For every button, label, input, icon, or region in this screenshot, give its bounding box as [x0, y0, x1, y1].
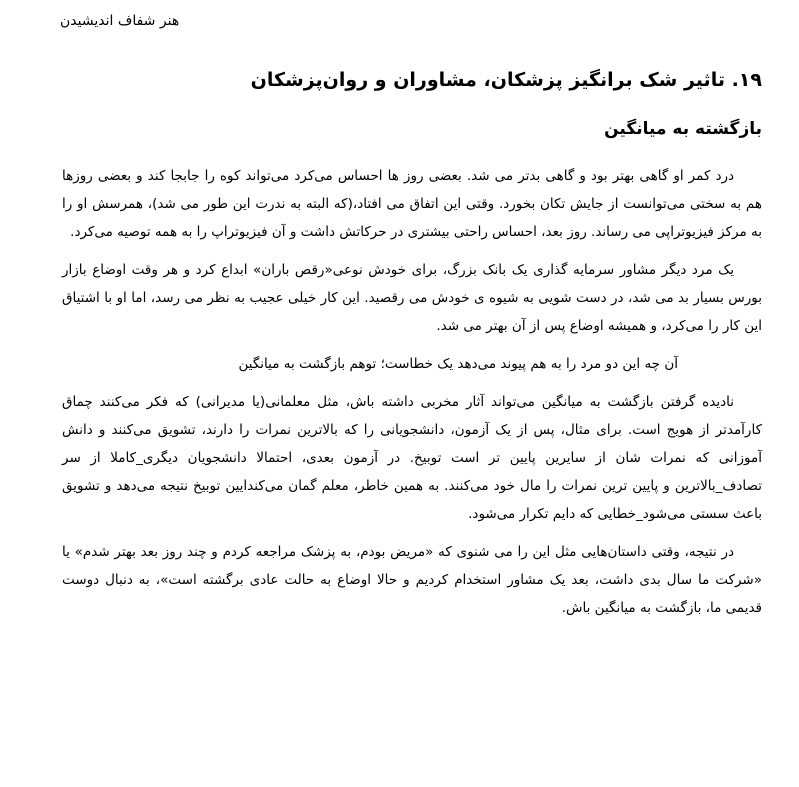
- section-title: بازگشته به میانگین: [604, 119, 762, 139]
- running-header: هنر شفاف اندیشیدن: [60, 13, 180, 29]
- chapter-title: ۱۹. تاثیر شک برانگیز پزشکان، مشاوران و روان‌پزشکان: [250, 69, 762, 91]
- paragraph-conclusion: در نتیجه، وقتی داستان‌هایی مثل این را می شنوی که «مریض بودم، به پزشک مراجعه کردم و چند روز بعد بهتر شدم» یا «شرکت ما سال بدی داشت، بعد یک مشاور استخدام کردیم و حالا اوضاع به حالت عادی برگشته است»، به دنبال دوست قدیمی ما، بازگشت به میانگین باش.: [62, 544, 762, 616]
- page-content: [62, 64, 762, 632]
- paragraph-back-pain: درد کمر او گاهی بهتر بود و گاهی بدتر می شد. بعضی روز ها احساس می‌کرد می‌تواند کوه را جابجا کند و بعضی روزها هم به سختی می‌توانست از جایش تکان بخورد. وقتی این اتفاق می افتاد،(که البته به ندرت این طور می شد)، همرسش او را به مرکز فیزیوتراپی می رساند. روز بعد، احساس راحتی بیشتری در حرکاتش داشت و آن فیزیوتراپ را به همه توصیه می‌کرد.: [62, 168, 762, 240]
- paragraph-teachers: نادیده گرفتن بازگشت به میانگین می‌تواند آثار مخربی داشته باش، مثل معلمانی(یا مدیرانی) که فکر می‌کنند چماق کارآمدتر از هویج است. برای مثال، پس از یک آزمون، دانشجویانی را که بالاترین نمرات را دارند، تشویق می‌کنند و دانش آموزانی که نمرات شان از سایرین پایین تر است توبیخ. در آزمون بعدی، احتمالا دانشجویان دیگری_کاملا از سر تصادف_بالاترین و پایین ترین نمرات را مال خود می‌کنند. به همین خاطر، معلم گمان می‌کندایین توبیخ نتیجه می‌دهد و تشویق باعث سستی می‌شود_خطایی که دایم تکرار می‌شود.: [62, 394, 762, 522]
- paragraph-rain-dance: یک مرد دیگر مشاور سرمایه گذاری یک بانک بزرگ، برای خودش نوعی«رقص باران» ابداع کرد و هر وقت اوضاع بازار بورس بسیار بد می شد، در دست شویی به شیوه ی خودش می رقصید. این کار خیلی عجیب به نظر می رسد، اما او با اشتیاق این کار را می‌کرد، و همیشه اوضاع پس از آن بهتر می شد.: [62, 262, 762, 334]
- paragraph-regression-fallacy: آن چه این دو مرد را به هم پیوند می‌دهد یک خطاست؛ توهم بازگشت به میانگین: [238, 356, 678, 372]
